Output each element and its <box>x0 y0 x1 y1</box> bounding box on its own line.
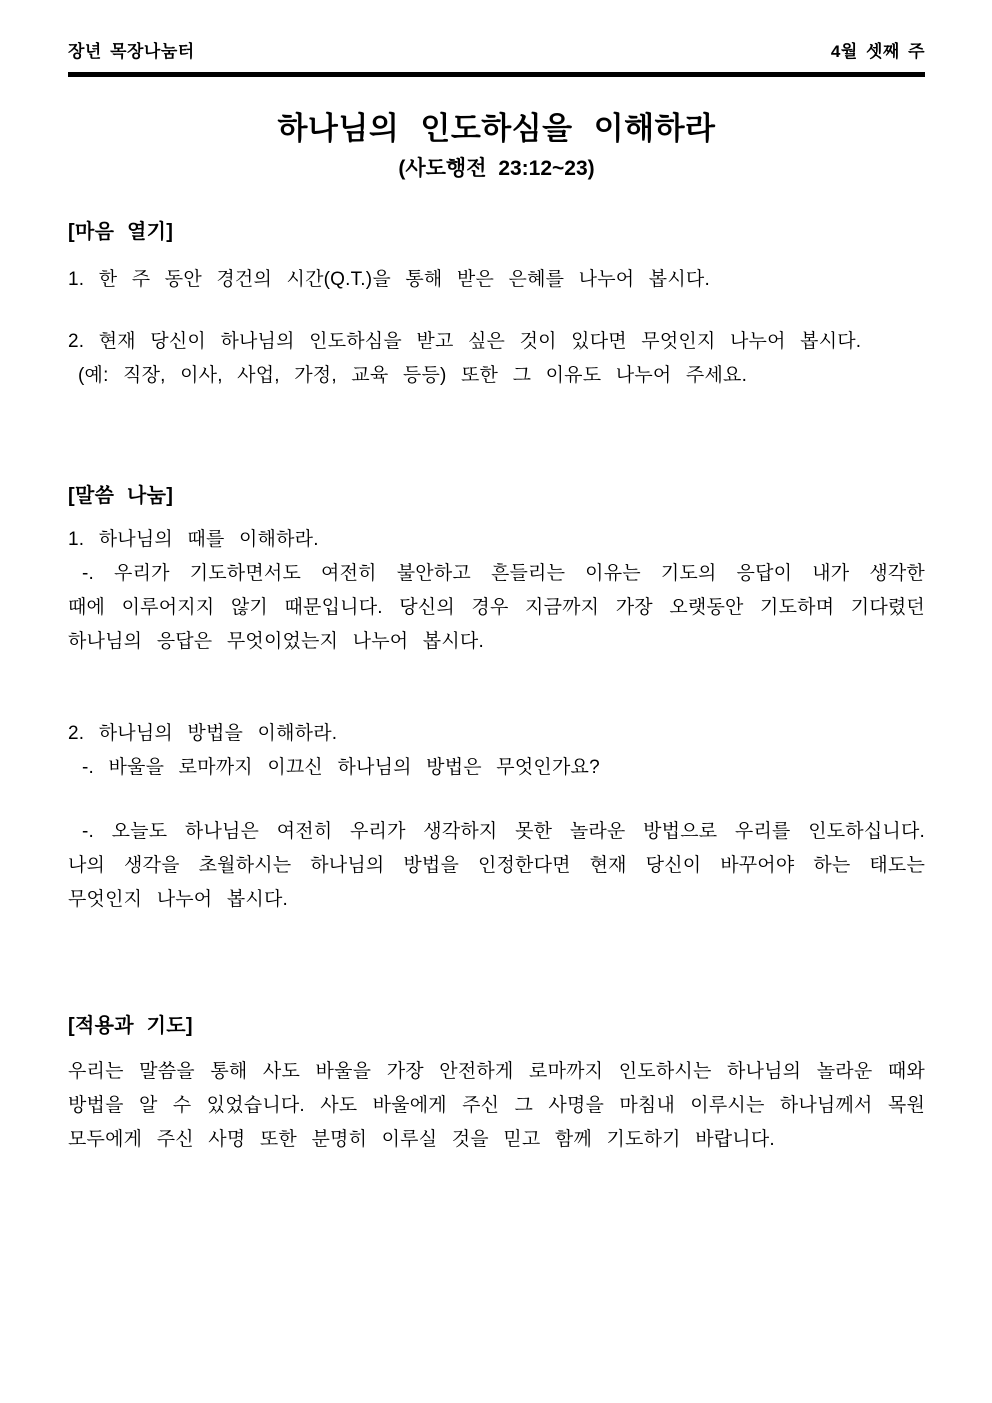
header-left-text: 장년 목장나눔터 <box>68 42 195 61</box>
section-mind-opening <box>68 217 925 393</box>
word-point-1-note <box>68 557 925 659</box>
word-sharing-heading: [말씀 나눔] <box>68 485 174 507</box>
section-word-sharing <box>68 481 925 917</box>
question-2-line-2: (예: 직장, 이사, 사업, 가정, 교육 등등) 또한 그 이유도 나누어 주세요. <box>78 365 748 386</box>
word-point-2-note-2 <box>68 815 925 917</box>
application-body-line-1: 우리는 말씀을 통해 사도 바울을 가장 안전하게 로마까지 인도하시는 하나님의 놀라운 때와 <box>68 1061 925 1082</box>
header-right-text: 4월 셋째 주 <box>830 42 925 61</box>
point-2-note-2-line-1: -. 오늘도 하나님은 여전히 우리가 생각하지 못한 놀라운 방법으로 우리를 인도하십니다. <box>82 821 925 842</box>
application-body-line-2: 방법을 알 수 있었습니다. 사도 바울에게 주신 그 사명을 마침내 이루시는 하나님께서 목원 <box>68 1095 925 1116</box>
point-1-note-line-1: -. 우리가 기도하면서도 여전히 불안하고 흔들리는 이유는 기도의 응답이 내가 생각한 <box>82 563 925 584</box>
scripture-reference: (사도행전 23:12~23) <box>398 157 595 180</box>
application-prayer-body <box>68 1055 925 1157</box>
word-point-2-title: 2. 하나님의 방법을 이해하라. <box>68 723 338 744</box>
point-2-note-2-line-3: 무엇인지 나누어 봅시다. <box>68 889 288 910</box>
page-header <box>68 40 925 62</box>
word-point-1-title: 1. 하나님의 때를 이해하라. <box>68 529 319 550</box>
mind-opening-question-1: 1. 한 주 동안 경건의 시간(Q.T.)을 통해 받은 은혜를 나누어 봅시다. <box>68 269 710 290</box>
point-1-note-line-2: 때에 이루어지지 않기 때문입니다. 당신의 경우 지금까지 가장 오랫동안 기도하며 기다렸던 <box>68 597 925 618</box>
application-body-line-3: 모두에게 주신 사명 또한 분명히 이루실 것을 믿고 함께 기도하기 바랍니다. <box>68 1129 775 1150</box>
application-prayer-heading: [적용과 기도] <box>68 1015 193 1037</box>
lesson-title: 하나님의 인도하심을 이해하라 <box>277 111 716 146</box>
point-1-note-line-3: 하나님의 응답은 무엇이었는지 나누어 봅시다. <box>68 631 484 652</box>
header-rule <box>68 72 925 77</box>
section-application-prayer <box>68 1011 925 1157</box>
point-2-note-2-line-2: 나의 생각을 초월하시는 하나님의 방법을 인정한다면 현재 당신이 바꾸어야 하는 태도는 <box>68 855 925 876</box>
mind-opening-heading: [마음 열기] <box>68 221 174 243</box>
word-point-2-note-1: -. 바울을 로마까지 이끄신 하나님의 방법은 무엇인가요? <box>82 757 600 778</box>
mind-opening-question-2 <box>68 325 925 393</box>
question-2-line-1: 2. 현재 당신이 하나님의 인도하심을 받고 싶은 것이 있다면 무엇인지 나누어 봅시다. <box>68 331 862 352</box>
